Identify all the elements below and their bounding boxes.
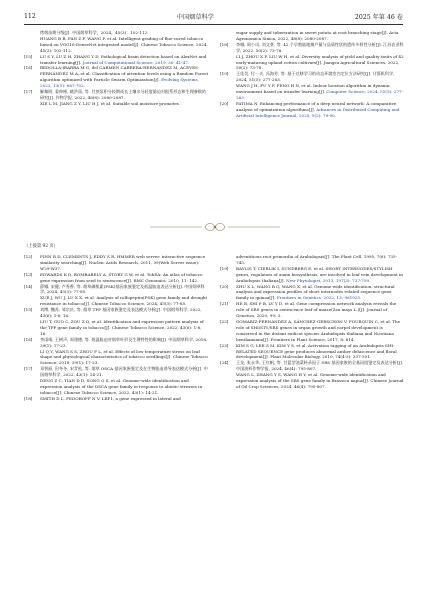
- reference-entry: [24, 254, 209, 272]
- reference-number: [20]: [220, 100, 229, 106]
- reference-text: adventitious root primordia of Arabidopsis[J]. The Plant Cell, 1995, 7(6): 735-745.: [236, 254, 398, 265]
- reference-number: [23]: [220, 342, 229, 348]
- reference-number: [14]: [24, 283, 33, 289]
- reference-entry: [24, 319, 209, 337]
- reference-text: LU S Y, LU Z H, ZHANG Y D. Pathological brain detection based on AlexNet and transfer learning[J]. Journal of Computational Science, 2019, 30: 41-47.: [40, 53, 207, 65]
- reference-entry: [24, 337, 209, 349]
- reference-text: 薛娜, 宋健, 卢秀香, 等. 烟草磷肌素(PSK)基因家族鉴定及低温胁迫表达分析[J]. 中国烟草科学, 2024, 45(3): 77-85.: [40, 283, 205, 295]
- reference-entry: [24, 54, 209, 66]
- reference-text: EDWARDS K D, BOMBARELY A, STORY G W, et al. TobEA: An atlas of tobacco gene expression from seed to senescence[J]. BMC Genomics, 2010, 11: 142.: [40, 271, 203, 283]
- reference-entry: [24, 295, 209, 307]
- reference-number: [15]: [24, 307, 33, 313]
- reference-text: ZHU X L, WANG B Q, WANG X, et al. Genome-wide identification, structural analysis and expression profiles of short internodes related sequence gene family in quinoa[J]. Frontiers in Genetics, 2022, 13: 961925.: [236, 283, 395, 301]
- reference-entry: [24, 36, 209, 54]
- reference-entry: [220, 83, 405, 101]
- reference-entry: [24, 284, 209, 296]
- top-left-references: [24, 30, 209, 107]
- reference-entry: [220, 254, 405, 266]
- reference-text: LI Q Y, WANG S S, ZHOU F L, et al. Effects of low temperature stress on leaf shape and physiological characteristics of tobacco seedlings[J]. Chinese Tobacco Science, 2018, 39(1): 17-23.: [40, 348, 208, 366]
- reference-text: 李娜, 周小凤, 刘文豪, 等. 42 个早熟陆地棉产量与品质性状的遗传多样性分析[J]. 江苏农业科学, 2022, 50(2): 73-78.: [236, 41, 404, 53]
- reference-entry: [220, 360, 405, 372]
- reference-entry: [220, 301, 405, 319]
- header-divider: [24, 24, 403, 25]
- reference-text: HUANG B R, FAN Z F, WANG F, et al. Intelligent grading of flue-cured tobacco based on VGG16-DenseNet integrated model[J]. Chinese Tobacco Science, 2024, 45(3): 102-112.: [40, 35, 208, 53]
- reference-text: 刘博, 魏苏, 邹宗庆, 等. 烟草 TPP 基因家族鉴定及表达模式分析[J]. 中国烟草科学, 2022, 43(6): 1-8, 16.: [40, 307, 202, 319]
- reference-text: LI J, ZHOU X F, LIU W H, et al. Diversity analysis of yield and quality traits of 42 early-maturing upland cotton cultivars[J]. Jiangsu Agricultural Sciences, 2022, 50(2): 73-78.: [236, 53, 404, 71]
- reference-entry: [24, 89, 209, 101]
- reference-text: sugar supply and tuberization in sweet potato at root branching stage[J]. Acta Agronomica Sinica, 2022, 48(8): 2080-2087.: [236, 30, 399, 41]
- reference-number: [16]: [24, 65, 33, 71]
- reference-text: FATIMA N. Enhancing performance of a deep neural network: A comparative analysis of optimization algorithms[J]. Advances in Distributed Computing and Artificial Intelligence Journal, 2020, 9(2): 79-90.: [236, 100, 400, 118]
- reference-entry: [220, 101, 405, 119]
- continued-note: （上接第 92 页）: [24, 244, 58, 249]
- reference-text: GOMARIZ-FERNANDEZ A, SÁNCHEZ-GERSCHON V, FOURQUIN C, et al. The role of SHI/STY/SRS genes in organ growth and carpel development is conserved in the distant eudicot species Arabidopsis thaliana and Nicotiana benthamiana[J]. Frontiers in Plant Science, 2017, 8: 814.: [236, 318, 401, 342]
- reference-text: DENG Z C, TIAN D D, SONG Q S, et al. Genome-wide identification and expression analysis of the OSCA gene family in response to abiotic stresses in tobacco[J]. Chinese Tobacco Science, 2022, 43(1): 14-21.: [40, 378, 203, 395]
- reference-link[interactable]: Frontiers in Genetics, 2022, 13: 961925.: [276, 295, 362, 301]
- reference-number: [18]: [24, 395, 33, 401]
- reference-text: 王龙, 张永华, 王红帆, 等. 甘蓝型油菜转录因子 SRS 基因家族的全基因组鉴定及表达分析[J]. 中国油料作物学报, 2024, 46(4): 795-807.: [236, 360, 404, 372]
- reference-text: KIM S G, LEE S M, KIM Y S, et al. Activation tagging of an Arabidopsis SHI-RELATED SEQUENCE gene produces abnormal anther dehiscence and floral development[J]. Plant Molecular Biology, 2010, 74(4-5): 337-351.: [236, 342, 397, 360]
- decorative-divider: [150, 220, 280, 234]
- reference-number: [19]: [220, 71, 229, 77]
- reference-entry: [220, 343, 405, 361]
- reference-text: FINN R D, CLEMENTS J, EDDY S R. HMMER web server: interactive sequence similarity searching[J]. Nucleic Acids Research, 2011, 39(Web Server issue): W29-W37.: [40, 254, 206, 271]
- reference-link[interactable]: Advances in Distributed Computing and Artificial Intelligence Journal, 2020, 9(2): 79-90.: [236, 106, 400, 118]
- bottom-right-references: [220, 254, 405, 390]
- top-right-references: [220, 30, 405, 119]
- reference-entry: [24, 349, 209, 367]
- issue-label: 2025 年第 46 卷: [354, 13, 403, 21]
- reference-number: [17]: [24, 89, 33, 95]
- reference-entry: [24, 366, 209, 378]
- reference-number: [22]: [220, 318, 229, 324]
- reference-number: [13]: [24, 271, 33, 277]
- page-header: [24, 10, 403, 22]
- reference-entry: [220, 266, 405, 284]
- page-number: 112: [24, 12, 36, 20]
- reference-number: [15]: [24, 53, 33, 59]
- reference-entry: [220, 319, 405, 343]
- reference-text: 邓智丽, 田冬冬, 宋青松, 等. 烟草 OSCA 基因家族鉴定及在生物胁迫诱导表达模式分析[J]. 中国烟草科学, 2022, 43(1): 14-21.: [40, 366, 208, 378]
- reference-text: LIU T, GUO C, ZOU Z Q, et al. Identification and expression pattern analysis of the TPP gene family in tobacco[J]. Chinese Tobacco Science, 2022, 43(6): 1-8, 16.: [40, 318, 204, 336]
- reference-number: [21]: [220, 301, 229, 307]
- reference-entry: [220, 42, 405, 54]
- reference-text: BAYLIS T, CIERLIK I, SUNDBERG E, et al. SHORT INTERNODES/STYLISH genes, regulators of auxin biosynthesis, are involved in leaf vein development in Arabidopsis thaliana[J]. New Phytologist, 2013, 197(3): 737-750.: [236, 265, 403, 283]
- reference-text: BEDOLLA-IBARRA M G, del CARMEN CABRERA-HERNANDEZ M, ACEVES-FERNÁNDEZ M A, et al. Classification of attention levels using a Random Forest algorithm optimized with Particle Swarm Optimization[J]. Evolving Systems, 2022, 13(5): 687-702.: [40, 65, 209, 89]
- reference-entry: [24, 65, 209, 89]
- reference-link[interactable]: New Phytologist, 2013, 197(3): 737-750.: [286, 277, 371, 283]
- reference-entry: [220, 284, 405, 302]
- reference-entry: [24, 101, 209, 107]
- bottom-left-references: [24, 254, 209, 402]
- reference-number: [18]: [220, 41, 229, 47]
- reference-text: 王佳昊, 付一夫, 冯海芳, 等. 基于迁移学习的动态环境室内定位方法研究[J]. 计算机科学, 2024, 51(5): 277-283.: [236, 71, 395, 83]
- reference-text: WANG J H, FU Y F, FENG H N, et al. Indoor location algorithm in dynamic environment based on transfer learning[J]. Computer Science, 2024, 51(5): 277-283.: [236, 83, 404, 100]
- reference-text: XIE L M, JIANG Z Y, LIU H J, et al. Suitable soil moisture promotes: [40, 100, 179, 106]
- reference-text: 烤烟苗期分级[J]. 中国烟草科学，2024，45(3)：102-112.: [40, 30, 149, 35]
- reference-entry: [220, 54, 405, 72]
- reference-entry: [24, 378, 209, 396]
- reference-number: [16]: [24, 336, 33, 342]
- reference-text: 解黎明, 姜伸彬, 姚洪雨, 等. 甘蔗泵积分枝期成长土壤水分轻度胁迫对根系形态和生理参数的研究[J]. 作物学报, 2022, 48(8): 2080-2087.: [40, 89, 206, 100]
- reference-entry: [24, 396, 209, 402]
- reference-link[interactable]: Evolving Systems, 2022, 13(5): 687-702.: [40, 77, 199, 89]
- reference-entry: [220, 372, 405, 390]
- reference-text: HE B, SHI P B, LV Y D, et al. Gene coexpression network analysis reveals the role of SRS genes in senescence leaf of maize(Zea mays L.)[J]. Journal of Genetics, 2020, 99: 3.: [236, 301, 397, 319]
- reference-entry: [24, 272, 209, 284]
- reference-entry: [24, 307, 209, 319]
- reference-number: [20]: [220, 283, 229, 289]
- reference-number: [19]: [220, 265, 229, 271]
- reference-number: [24]: [220, 360, 229, 366]
- reference-number: [17]: [24, 366, 33, 372]
- reference-entry: [220, 71, 405, 83]
- reference-text: WANG L, ZHANG Y S, WANG H Y, et al. Genome-wide identification and expression analysis of the SRS gene family in Brassica napus[J]. Chinese Journal of Oil Crop Sciences, 2024, 46(4): 795-807.: [236, 372, 404, 389]
- reference-text: 李雨靖, 王树声, 周建德, 等. 低温胁迫对烟草叶形及生理特性的影响[J]. 中国烟草科学, 2018, 39(1): 17-23.: [40, 336, 208, 348]
- reference-number: [12]: [24, 254, 33, 259]
- reference-link[interactable]: Computer Science, 2024, 51(5): 277-283.: [236, 89, 404, 100]
- journal-title: 中国烟草科学: [176, 13, 214, 21]
- reference-link[interactable]: Journal of Computational Science, 2019, 30: 41-47.: [82, 59, 190, 65]
- reference-text: XUE J, WU J, LU X X, et al. Analysis of rolfopeptin(PSK) gene family and drought resistance in tobacco[J]. Chinese Tobacco Science, 2024, 45(3): 77-85.: [40, 295, 208, 307]
- reference-entry: [220, 30, 405, 42]
- reference-text: SMITH D L, FEDOROFF N V. LRP1, a gene expressed in lateral and: [40, 395, 181, 401]
